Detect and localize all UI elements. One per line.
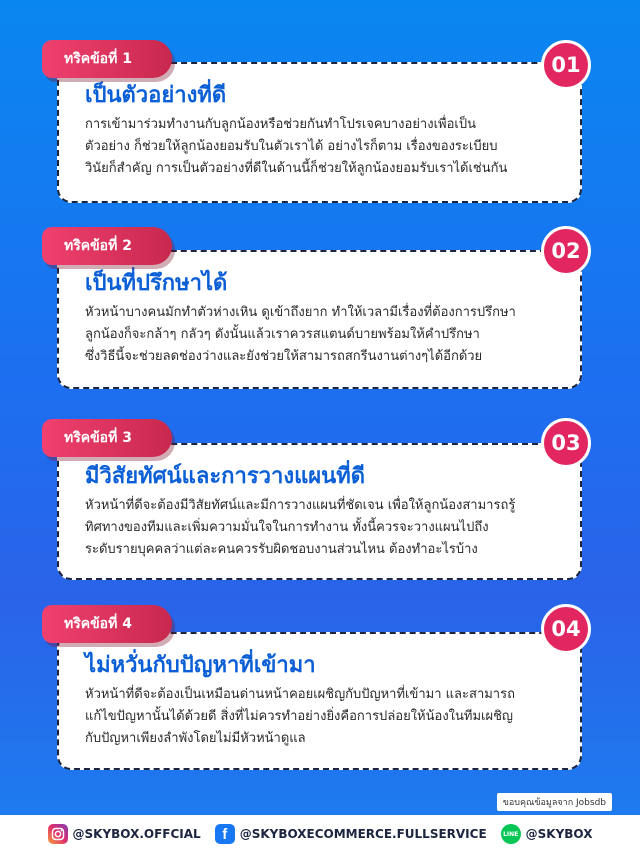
tip-body	[85, 495, 575, 561]
tip-title: ไม่หวั่นกับปัญหาที่เข้ามา	[85, 653, 316, 678]
facebook-icon: f	[215, 824, 235, 844]
tip-line: ลูกน้องก็จะกล้าๆ กลัวๆ ดังนั้นแล้วเราควรสแตนด์บายพร้อมให้คำปรึกษา	[85, 327, 480, 342]
facebook-handle: @SKYBOXECOMMERCE.FULLSERVICE	[239, 827, 487, 841]
tip-line: แก้ไขปัญหานั้นได้ด้วยดี สิ่งที่ไม่ควรทำอย่างยิ่งคือการปล่อยให้น้องในทีมเผชิญ	[85, 709, 513, 724]
instagram-handle: @SKYBOX.OFFCIAL	[72, 827, 201, 841]
tip-line: ระดับรายบุคคลว่าแต่ละคนควรรับผิดชอบงานส่วนไหน ต้องทำอะไรบ้าง	[85, 542, 478, 557]
tip-line: ซึ่งวิธีนี้จะช่วยลดช่องว่างและยังช่วยให้สามารถสกรีนงานต่างๆได้อีกด้วย	[85, 349, 483, 364]
tip-tab-1: ทริคข้อที่ 1	[42, 40, 172, 78]
tip-number-badge-4: 04	[541, 604, 591, 654]
tip-line: หัวหน้าบางคนมักทำตัวห่างเหิน ดูเข้าถึงยาก ทำให้เวลามีเรื่องที่ต้องการปรึกษา	[85, 305, 516, 320]
tip-tab-2: ทริคข้อที่ 2	[42, 227, 172, 265]
tip-line: วินัยก็สำคัญ การเป็นตัวอย่างที่ดีในด้านนี้ก็ช่วยให้ลูกน้องยอมรับเราได้เช่นกัน	[85, 161, 508, 176]
tip-card-3	[57, 443, 582, 580]
source-credit: ขอบคุณข้อมูลจาก Jobsdb	[497, 793, 612, 811]
line-icon: LINE	[501, 824, 521, 844]
tip-body	[85, 684, 575, 750]
tip-card-4	[57, 632, 582, 770]
tip-line: ทิศทางของทีมและเพิ่มความมั่นใจในการทำงาน ทั้งนี้ควรจะวางแผนไปถึง	[85, 520, 489, 535]
instagram-link[interactable]	[48, 824, 201, 844]
social-footer	[0, 815, 640, 853]
tip-title: เป็นตัวอย่างที่ดี	[85, 83, 227, 108]
tip-line: การเข้ามาร่วมทำงานกับลูกน้องหรือช่วยกันทำโปรเจคบางอย่างเพื่อเป็น	[85, 117, 476, 132]
tip-tab-3: ทริคข้อที่ 3	[42, 419, 172, 457]
tip-body	[85, 114, 575, 180]
tip-line: ตัวอย่าง ก็ช่วยให้ลูกน้องยอมรับในตัวเราได้ อย่างไรก็ตาม เรื่องของระเบียบ	[85, 139, 498, 154]
tip-card-1	[57, 62, 582, 203]
tip-number-badge-3: 03	[541, 418, 591, 468]
tip-line: หัวหน้าที่ดีจะต้องเป็นเหมือนด่านหน้าคอยเผชิญกับปัญหาที่เข้ามา และสามารถ	[85, 687, 515, 702]
tip-number-badge-2: 02	[541, 226, 591, 276]
tip-number-badge-1: 01	[541, 40, 591, 90]
line-handle: @SKYBOX	[525, 827, 593, 841]
tip-tab-4: ทริคข้อที่ 4	[42, 605, 172, 643]
tip-body	[85, 302, 575, 368]
tip-line: กับปัญหาเพียงลำพังโดยไม่มีหัวหน้าดูแล	[85, 731, 306, 746]
instagram-icon	[48, 824, 68, 844]
tip-title: เป็นที่ปรึกษาได้	[85, 271, 228, 296]
tip-title: มีวิสัยทัศน์และการวางแผนที่ดี	[85, 464, 365, 489]
line-link[interactable]	[501, 824, 593, 844]
tip-card-2	[57, 250, 582, 389]
tip-line: หัวหน้าที่ดีจะต้องมีวิสัยทัศน์และมีการวางแผนที่ชัดเจน เพื่อให้ลูกน้องสามารถรู้	[85, 498, 516, 513]
facebook-link[interactable]	[215, 824, 487, 844]
